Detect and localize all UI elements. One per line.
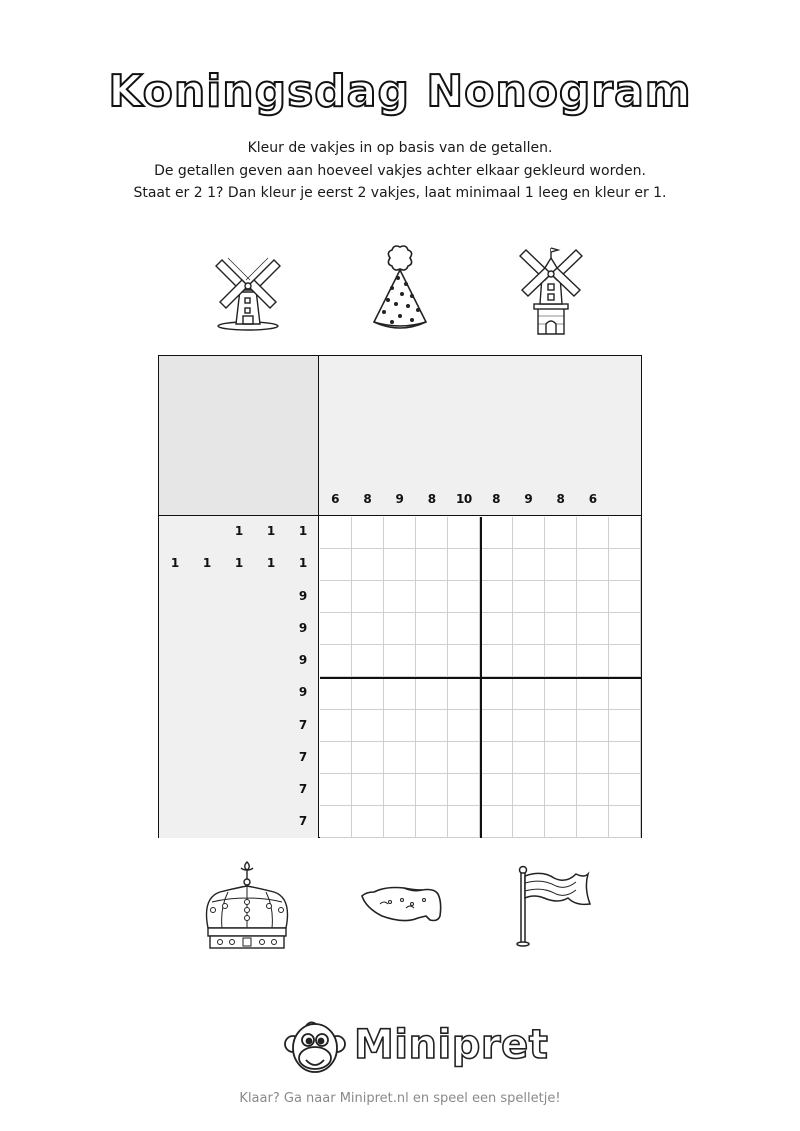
grid-cell[interactable]	[481, 678, 513, 710]
grid-cell[interactable]	[416, 581, 448, 613]
grid-cell[interactable]	[609, 806, 641, 838]
grid-cell[interactable]	[481, 549, 513, 581]
row-clue: 9	[298, 685, 308, 699]
instruction-line-2: De getallen geven aan hoeveel vakjes achter elkaar gekleurd worden.	[154, 162, 646, 179]
row-clue: 7	[298, 750, 308, 764]
instructions	[0, 137, 800, 205]
grid-cell[interactable]	[416, 742, 448, 774]
column-clue: 8	[427, 492, 436, 506]
minipret-logo	[284, 1018, 549, 1078]
row-clue: 7	[298, 718, 308, 732]
grid-cell[interactable]	[448, 549, 480, 581]
monkey-icon	[284, 1018, 346, 1078]
column-clue: 6	[331, 492, 340, 506]
grid-cell[interactable]	[545, 678, 577, 710]
grid-cell[interactable]	[513, 581, 545, 613]
grid-cell[interactable]	[416, 613, 448, 645]
grid-cell[interactable]	[352, 581, 384, 613]
grid-cell[interactable]	[609, 774, 641, 806]
grid-cell[interactable]	[352, 710, 384, 742]
crown-icon	[198, 858, 296, 954]
nonogram-puzzle	[158, 355, 642, 838]
column-clue: 8	[492, 492, 501, 506]
grid-cell[interactable]	[416, 645, 448, 677]
grid-cell[interactable]	[384, 742, 416, 774]
row-clue: 7	[298, 782, 308, 796]
grid-cell[interactable]	[448, 806, 480, 838]
grid-cell[interactable]	[545, 645, 577, 677]
grid-cell[interactable]	[577, 517, 609, 549]
column-clue: 9	[524, 492, 533, 506]
grid-cell[interactable]	[416, 710, 448, 742]
grid-cell[interactable]	[448, 581, 480, 613]
grid-cell[interactable]	[577, 710, 609, 742]
windmill-tower-icon	[516, 244, 586, 336]
grid-cell[interactable]	[545, 517, 577, 549]
grid-cell[interactable]	[481, 581, 513, 613]
grid-divider-horizontal	[320, 677, 641, 679]
grid-cell[interactable]	[513, 774, 545, 806]
grid-cell[interactable]	[609, 549, 641, 581]
grid-cell[interactable]	[545, 806, 577, 838]
row-clue: 1	[266, 524, 276, 538]
grid-cell[interactable]	[384, 678, 416, 710]
grid-cell[interactable]	[384, 774, 416, 806]
grid-cell[interactable]	[352, 645, 384, 677]
grid-cell[interactable]	[609, 742, 641, 774]
row-clue: 9	[298, 589, 308, 603]
grid-cell[interactable]	[545, 613, 577, 645]
row-clue: 1	[170, 556, 180, 570]
row-clue: 1	[234, 556, 244, 570]
column-clues	[319, 356, 641, 516]
grid-cell[interactable]	[609, 678, 641, 710]
grid-cell[interactable]	[545, 581, 577, 613]
grid-cell[interactable]	[384, 581, 416, 613]
grid-cell[interactable]	[609, 517, 641, 549]
grid-cell[interactable]	[320, 710, 352, 742]
grid-cell[interactable]	[448, 742, 480, 774]
grid-cell[interactable]	[320, 581, 352, 613]
grid-cell[interactable]	[416, 774, 448, 806]
grid-cell[interactable]	[609, 613, 641, 645]
grid-cell[interactable]	[513, 645, 545, 677]
grid-cell[interactable]	[448, 710, 480, 742]
flag-icon	[514, 864, 592, 948]
grid-cell[interactable]	[448, 613, 480, 645]
grid-cell[interactable]	[577, 645, 609, 677]
grid-cell[interactable]	[320, 517, 352, 549]
grid-cell[interactable]	[352, 678, 384, 710]
grid-cell[interactable]	[320, 645, 352, 677]
puzzle-corner	[159, 356, 319, 516]
grid-cell[interactable]	[609, 581, 641, 613]
footer-text: Klaar? Ga naar Minipret.nl en speel een spelletje!	[239, 1091, 561, 1106]
grid-cell[interactable]	[609, 710, 641, 742]
instruction-line-1: Kleur de vakjes in op basis van de getallen.	[247, 140, 553, 156]
windmill-icon	[212, 246, 284, 332]
grid-cell[interactable]	[577, 678, 609, 710]
column-clue: 8	[363, 492, 372, 506]
nonogram-grid	[320, 517, 641, 838]
grid-cell[interactable]	[416, 517, 448, 549]
instruction-line-3: Staat er 2 1? Dan kleur je eerst 2 vakjes, laat minimaal 1 leeg en kleur er 1.	[133, 185, 667, 201]
row-clue: 1	[298, 524, 308, 538]
grid-cell[interactable]	[416, 806, 448, 838]
party-hat-icon	[368, 244, 432, 334]
row-clue: 9	[298, 653, 308, 667]
grid-cell[interactable]	[545, 742, 577, 774]
column-clue: 8	[556, 492, 565, 506]
grid-cell[interactable]	[609, 645, 641, 677]
grid-cell[interactable]	[352, 549, 384, 581]
grid-cell[interactable]	[384, 549, 416, 581]
row-clue: 1	[266, 556, 276, 570]
grid-cell[interactable]	[352, 613, 384, 645]
grid-cell[interactable]	[384, 645, 416, 677]
row-clue: 9	[298, 621, 308, 635]
grid-cell[interactable]	[545, 774, 577, 806]
grid-cell[interactable]	[320, 678, 352, 710]
grid-cell[interactable]	[481, 806, 513, 838]
row-clue: 1	[234, 524, 244, 538]
brand-name: Minipret	[354, 1022, 549, 1068]
grid-cell[interactable]	[481, 742, 513, 774]
grid-cell[interactable]	[577, 742, 609, 774]
grid-cell[interactable]	[384, 613, 416, 645]
row-clue: 1	[202, 556, 212, 570]
grid-cell[interactable]	[384, 710, 416, 742]
grid-cell[interactable]	[352, 806, 384, 838]
grid-cell[interactable]	[320, 742, 352, 774]
grid-cell[interactable]	[481, 774, 513, 806]
grid-cell[interactable]	[416, 678, 448, 710]
grid-cell[interactable]	[320, 774, 352, 806]
grid-cell[interactable]	[545, 549, 577, 581]
row-clue: 1	[298, 556, 308, 570]
grid-cell[interactable]	[481, 710, 513, 742]
grid-cell[interactable]	[513, 678, 545, 710]
grid-cell[interactable]	[577, 613, 609, 645]
grid-cell[interactable]	[577, 774, 609, 806]
column-clue: 6	[588, 492, 597, 506]
grid-cell[interactable]	[481, 645, 513, 677]
row-clues	[159, 516, 319, 838]
grid-cell[interactable]	[320, 806, 352, 838]
grid-cell[interactable]	[352, 742, 384, 774]
grid-cell[interactable]	[513, 742, 545, 774]
grid-cell[interactable]	[416, 549, 448, 581]
grid-cell[interactable]	[513, 613, 545, 645]
grid-cell[interactable]	[448, 645, 480, 677]
grid-cell[interactable]	[448, 517, 480, 549]
grid-cell[interactable]	[352, 774, 384, 806]
grid-cell[interactable]	[577, 806, 609, 838]
grid-cell[interactable]	[448, 774, 480, 806]
grid-cell[interactable]	[481, 517, 513, 549]
grid-cell[interactable]	[481, 613, 513, 645]
grid-cell[interactable]	[320, 613, 352, 645]
grid-cell[interactable]	[448, 678, 480, 710]
grid-cell[interactable]	[577, 549, 609, 581]
grid-cell[interactable]	[384, 517, 416, 549]
column-clue: 10	[456, 492, 472, 506]
grid-cell[interactable]	[320, 549, 352, 581]
grid-cell[interactable]	[513, 806, 545, 838]
grid-cell[interactable]	[513, 517, 545, 549]
column-clue: 9	[395, 492, 404, 506]
grid-cell[interactable]	[513, 710, 545, 742]
grid-cell[interactable]	[545, 710, 577, 742]
row-clue: 7	[298, 814, 308, 828]
grid-cell[interactable]	[513, 549, 545, 581]
grid-cell[interactable]	[352, 517, 384, 549]
grid-cell[interactable]	[384, 806, 416, 838]
grid-cell[interactable]	[577, 581, 609, 613]
clog-icon	[360, 882, 442, 926]
page-title: Koningsdag Nonogram	[108, 66, 692, 117]
